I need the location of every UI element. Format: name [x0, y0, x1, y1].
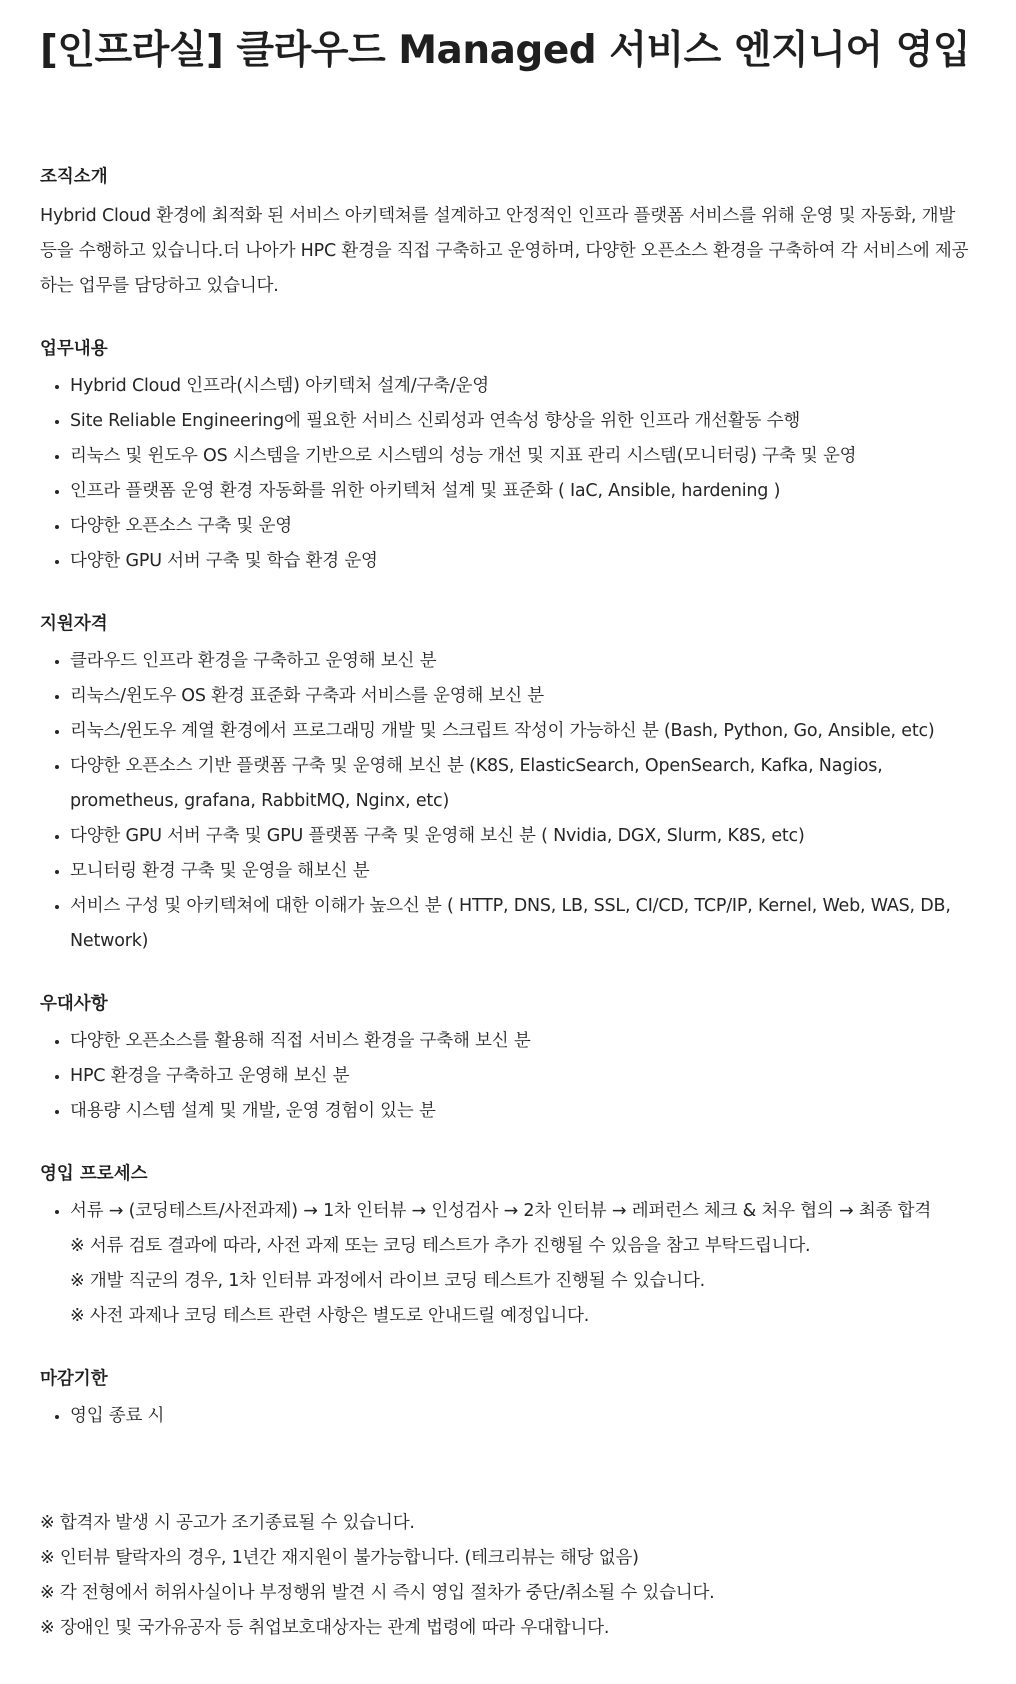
list-item: 영입 종료 시	[40, 1399, 976, 1434]
section-spacer	[40, 1334, 976, 1367]
list-item: 인프라 플랫폼 운영 환경 자동화를 위한 아키텍처 설계 및 표준화 ( IaC, Ansible, hardening )	[40, 474, 976, 509]
section-spacer	[40, 1129, 976, 1162]
process-note: ※ 서류 검토 결과에 따라, 사전 과제 또는 코딩 테스트가 추가 진행될 수 있음을 참고 부탁드립니다.	[70, 1236, 811, 1256]
footer-note: ※ 인터뷰 탈락자의 경우, 1년간 재지원이 불가능합니다. (테크리뷰는 해당 없음)	[40, 1548, 639, 1568]
list-item: 리눅스 및 윈도우 OS 시스템을 기반으로 시스템의 성능 개선 및 지표 관리 시스템(모니터링) 구축 및 운영	[40, 439, 976, 474]
section-heading-qualifications: 지원자격	[40, 614, 108, 634]
list-item: 다양한 GPU 서버 구축 및 GPU 플랫폼 구축 및 운영해 보신 분 ( Nvidia, DGX, Slurm, K8S, etc)	[40, 819, 976, 854]
footer-note: ※ 장애인 및 국가유공자 등 취업보호대상자는 관계 법령에 따라 우대합니다.	[40, 1618, 610, 1638]
list-item: 서류 → (코딩테스트/사전과제) → 1차 인터뷰 → 인성검사 → 2차 인터뷰 → 레퍼런스 체크 & 처우 협의 → 최종 합격	[40, 1194, 976, 1229]
section-preferred	[40, 992, 976, 1129]
list-item: 모니터링 환경 구축 및 운영을 해보신 분	[40, 854, 976, 889]
section-spacer	[40, 579, 976, 612]
section-heading-process: 영입 프로세스	[40, 1164, 148, 1184]
process-note: ※ 사전 과제나 코딩 테스트 관련 사항은 별도로 안내드릴 예정입니다.	[70, 1306, 590, 1326]
list-item: 리눅스/윈도우 계열 환경에서 프로그래밍 개발 및 스크립트 작성이 가능하신 분 (Bash, Python, Go, Ansible, etc)	[40, 714, 976, 749]
section-heading-duties: 업무내용	[40, 339, 108, 359]
list-item: HPC 환경을 구축하고 운영해 보신 분	[40, 1059, 976, 1094]
page-title: [인프라실] 클라우드 Managed 서비스 엔지니어 영입	[40, 28, 970, 73]
preferred-list	[40, 1024, 976, 1129]
organization-description: Hybrid Cloud 환경에 최적화 된 서비스 아키텍쳐를 설계하고 안정적인 인프라 플랫폼 서비스를 위해 운영 및 자동화, 개발 등을 수행하고 있습니다.더 나아가 HPC 환경을 직접 구축하고 운영하며, 다양한 오픈소스 환경을 구축하여 각 서비스에 제공하는 업무를 담당하고 있습니다.	[40, 206, 969, 296]
list-item: Site Reliable Engineering에 필요한 서비스 신뢰성과 연속성 향상을 위한 인프라 개선활동 수행	[40, 404, 976, 439]
list-item: 서비스 구성 및 아키텍쳐에 대한 이해가 높으신 분 ( HTTP, DNS, LB, SSL, CI/CD, TCP/IP, Kernel, Web, WAS, DB, Network)	[40, 889, 976, 959]
footer-note: ※ 각 전형에서 허위사실이나 부정행위 발견 시 즉시 영입 절차가 중단/취소될 수 있습니다.	[40, 1583, 715, 1603]
section-process	[40, 1162, 976, 1334]
footer-note: ※ 합격자 발생 시 공고가 조기종료될 수 있습니다.	[40, 1513, 415, 1533]
list-item: 다양한 GPU 서버 구축 및 학습 환경 운영	[40, 544, 976, 579]
section-heading-preferred: 우대사항	[40, 994, 108, 1014]
list-item: 다양한 오픈소스 기반 플랫폼 구축 및 운영해 보신 분 (K8S, ElasticSearch, OpenSearch, Kafka, Nagios, prometheus, grafana, RabbitMQ, Nginx, etc)	[40, 749, 976, 819]
section-duties	[40, 337, 976, 579]
list-item: 다양한 오픈소스를 활용해 직접 서비스 환경을 구축해 보신 분	[40, 1024, 976, 1059]
list-item: 대용량 시스템 설계 및 개발, 운영 경험이 있는 분	[40, 1094, 976, 1129]
list-item: 클라우드 인프라 환경을 구축하고 운영해 보신 분	[40, 644, 976, 679]
process-note: ※ 개발 직군의 경우, 1차 인터뷰 과정에서 라이브 코딩 테스트가 진행될 수 있습니다.	[70, 1271, 706, 1291]
deadline-list	[40, 1399, 976, 1434]
qualifications-list	[40, 644, 976, 959]
section-organization	[40, 165, 976, 304]
footer-notes	[40, 1506, 976, 1646]
section-qualifications	[40, 612, 976, 959]
section-spacer	[40, 959, 976, 992]
list-item: 리눅스/윈도우 OS 환경 표준화 구축과 서비스를 운영해 보신 분	[40, 679, 976, 714]
process-list	[40, 1194, 976, 1229]
duties-list	[40, 369, 976, 579]
list-item: Hybrid Cloud 인프라(시스템) 아키텍처 설계/구축/운영	[40, 369, 976, 404]
list-item: 다양한 오픈소스 구축 및 운영	[40, 509, 976, 544]
section-heading-organization: 조직소개	[40, 167, 108, 187]
section-spacer	[40, 304, 976, 337]
section-deadline	[40, 1367, 976, 1434]
section-heading-deadline: 마감기한	[40, 1369, 108, 1389]
